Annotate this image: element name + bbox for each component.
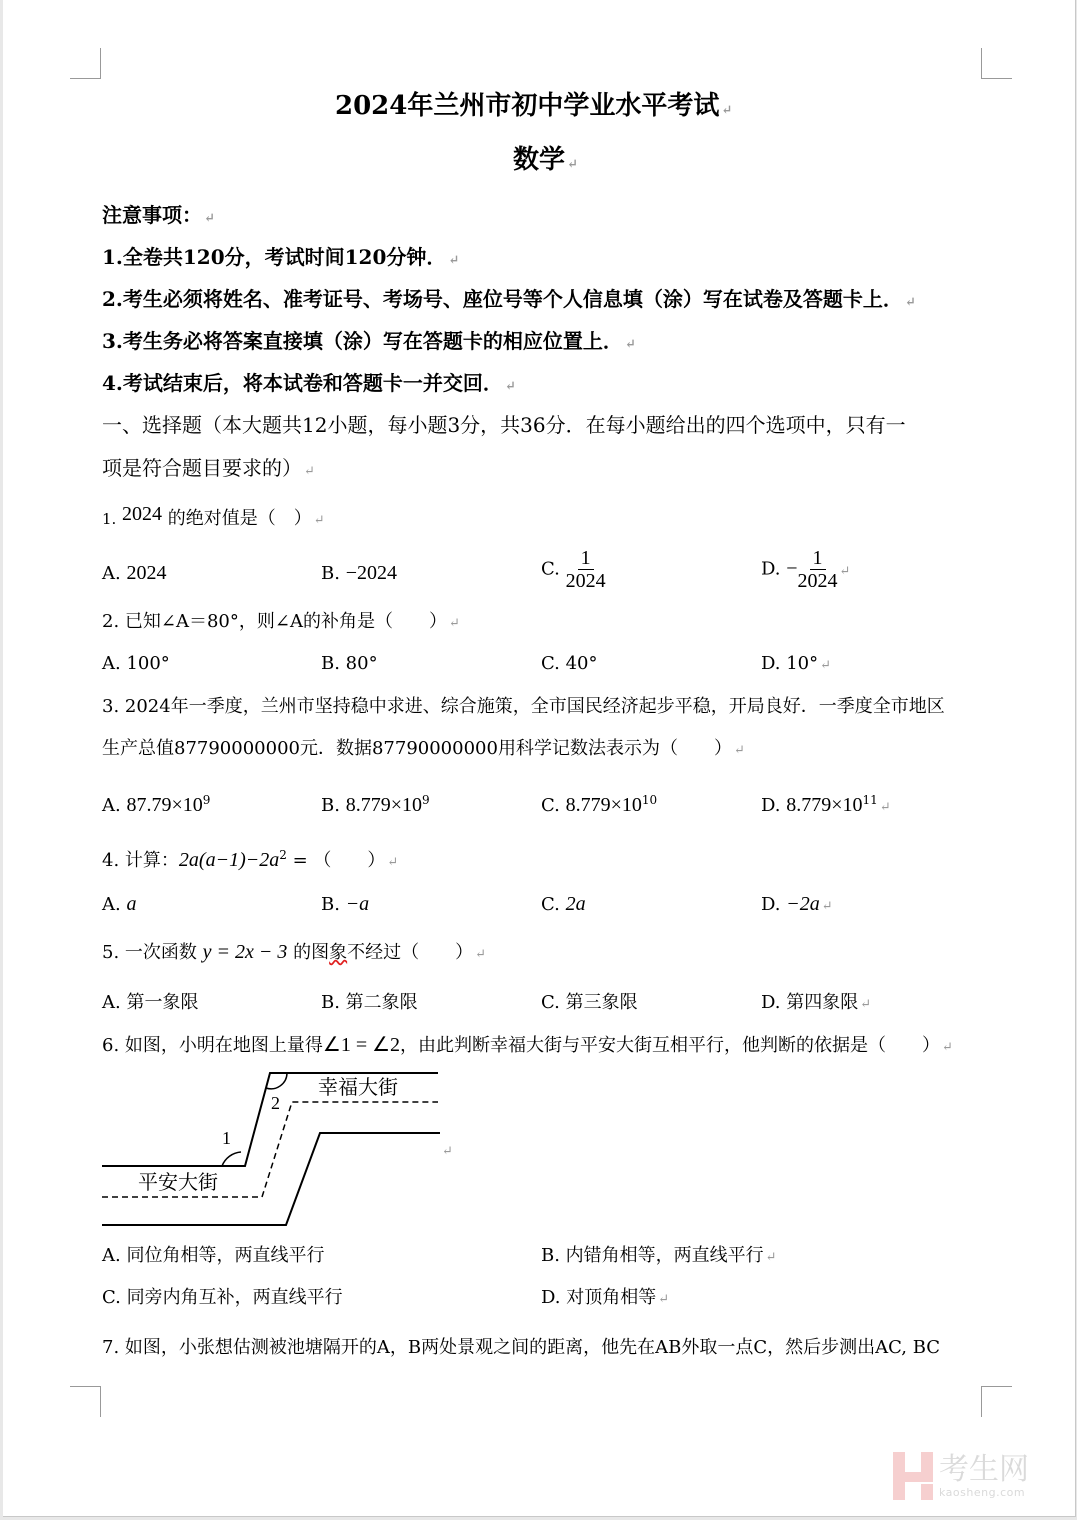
q6-option-c: C. 同旁内角互补，两直线平行 [102,1287,343,1308]
q6-option-d: D. 对顶角相等 ↵ [541,1287,670,1308]
q5-option-c: C. 第三象限 [541,992,638,1013]
q5-option-a: A. 第一象限 [102,992,199,1013]
question-7: 7. 如图，小张想估测被池塘隔开的A，B两处景观之间的距离，他先在AB外取一点C，然后步测出AC, BC [102,1337,941,1358]
q4-option-d: D. −2a ↵ [761,893,833,915]
street-label-bottom: 平安大街 [138,1170,218,1194]
q3-option-d: D. $8.779\times 10^{11}$ ↵ [761,793,891,816]
note-item: 2.考生必须将姓名、准考证号、考场号、座位号等个人信息填（涂）写在试卷及答题卡上． ↵ [102,287,916,311]
q5-option-b: B. 第二象限 [321,992,418,1013]
watermark-en: kaosheng.com [939,1485,1026,1499]
street-label-top: 幸福大街 [318,1075,398,1099]
question-5: 5. 一次函数 y = 2x − 3 的图象不经过（ ） ↵ [102,941,487,963]
q4-option-c: C. 2a [541,893,586,915]
q3-option-b: B. $8.779\times 10^9$ [321,793,430,816]
angle-2-label: 2 [271,1093,280,1113]
note-item: 4.考试结束后，将本试卷和答题卡一并交回． ↵ [102,371,516,395]
q6-option-a: A. 同位角相等，两直线平行 [102,1245,325,1266]
question-2: 2. 已知∠A＝80°，则∠A的补角是（ ） ↵ [102,611,460,632]
watermark-logo-icon [893,1452,933,1500]
fraction: $\frac{1}{2024}$ [565,547,606,592]
note-item: 3.考生务必将答案直接填（涂）写在答题卡的相应位置上． ↵ [102,329,636,353]
question-4: 4. 计算：$2a(a-1)-2a^2$ = （ ） ↵ [102,848,399,871]
q2-option-b: B. 80° [321,653,378,674]
question-1: 1. 2024 的绝对值是（ ） ↵ [102,503,325,529]
section-heading-cont: 项是符合题目要求的） ↵ [102,456,315,480]
watermark [893,1452,1029,1500]
section-heading: 一、选择题（本大题共12小题，每小题3分，共36分．在每小题给出的四个选项中，只有一 [102,413,906,437]
angle-1-arc [222,1152,241,1166]
subject-title: 数学 ↵ [513,145,578,175]
q1-option-d: D. − $\frac{1}{2024}$ ↵ [761,547,851,592]
fraction: $\frac{1}{2024}$ [797,547,838,592]
q5-option-d: D. 第四象限 ↵ [761,992,872,1013]
question-6: 6. 如图，小明在地图上量得∠1 = ∠2，由此判断幸福大街与平安大街互相平行，他判断的依据是（ ） ↵ [102,1034,953,1056]
question-3: 3. 2024年一季度，兰州市坚持稳中求进、综合施策，全市国民经济起步平稳，开局良好．一季度全市地区 [102,696,945,717]
q3-option-a: A. $87.79\times 10^9$ [102,793,211,816]
angle-1-label: 1 [222,1128,231,1148]
q1-option-b: B. −2024 [321,562,397,584]
q2-option-a: A. 100° [102,653,170,674]
paragraph-mark: ↵ [442,1144,453,1159]
q2-option-c: C. 40° [541,653,598,674]
q2-option-d: D. 10° ↵ [761,653,832,674]
q1-option-c: C. $\frac{1}{2024}$ [541,547,606,592]
q3-option-c: C. $8.779\times 10^{10}$ [541,793,658,816]
note-item: 1.全卷共120分，考试时间120分钟． ↵ [102,245,460,269]
q6-option-b: B. 内错角相等，两直线平行 ↵ [541,1245,777,1266]
q4-option-a: A. a [102,893,137,915]
q1-option-a: A. 2024 [102,562,167,584]
watermark-cn: 考生网 [939,1451,1029,1487]
notes-heading: 注意事项： ↵ [102,203,215,227]
q4-option-b: B. −a [321,893,370,915]
question-3-cont: 生产总值87790000000元．数据87790000000用科学记数法表示为（ ） ↵ [102,738,745,759]
exam-title: 2024年兰州市初中学业水平考试 ↵ [335,91,733,121]
